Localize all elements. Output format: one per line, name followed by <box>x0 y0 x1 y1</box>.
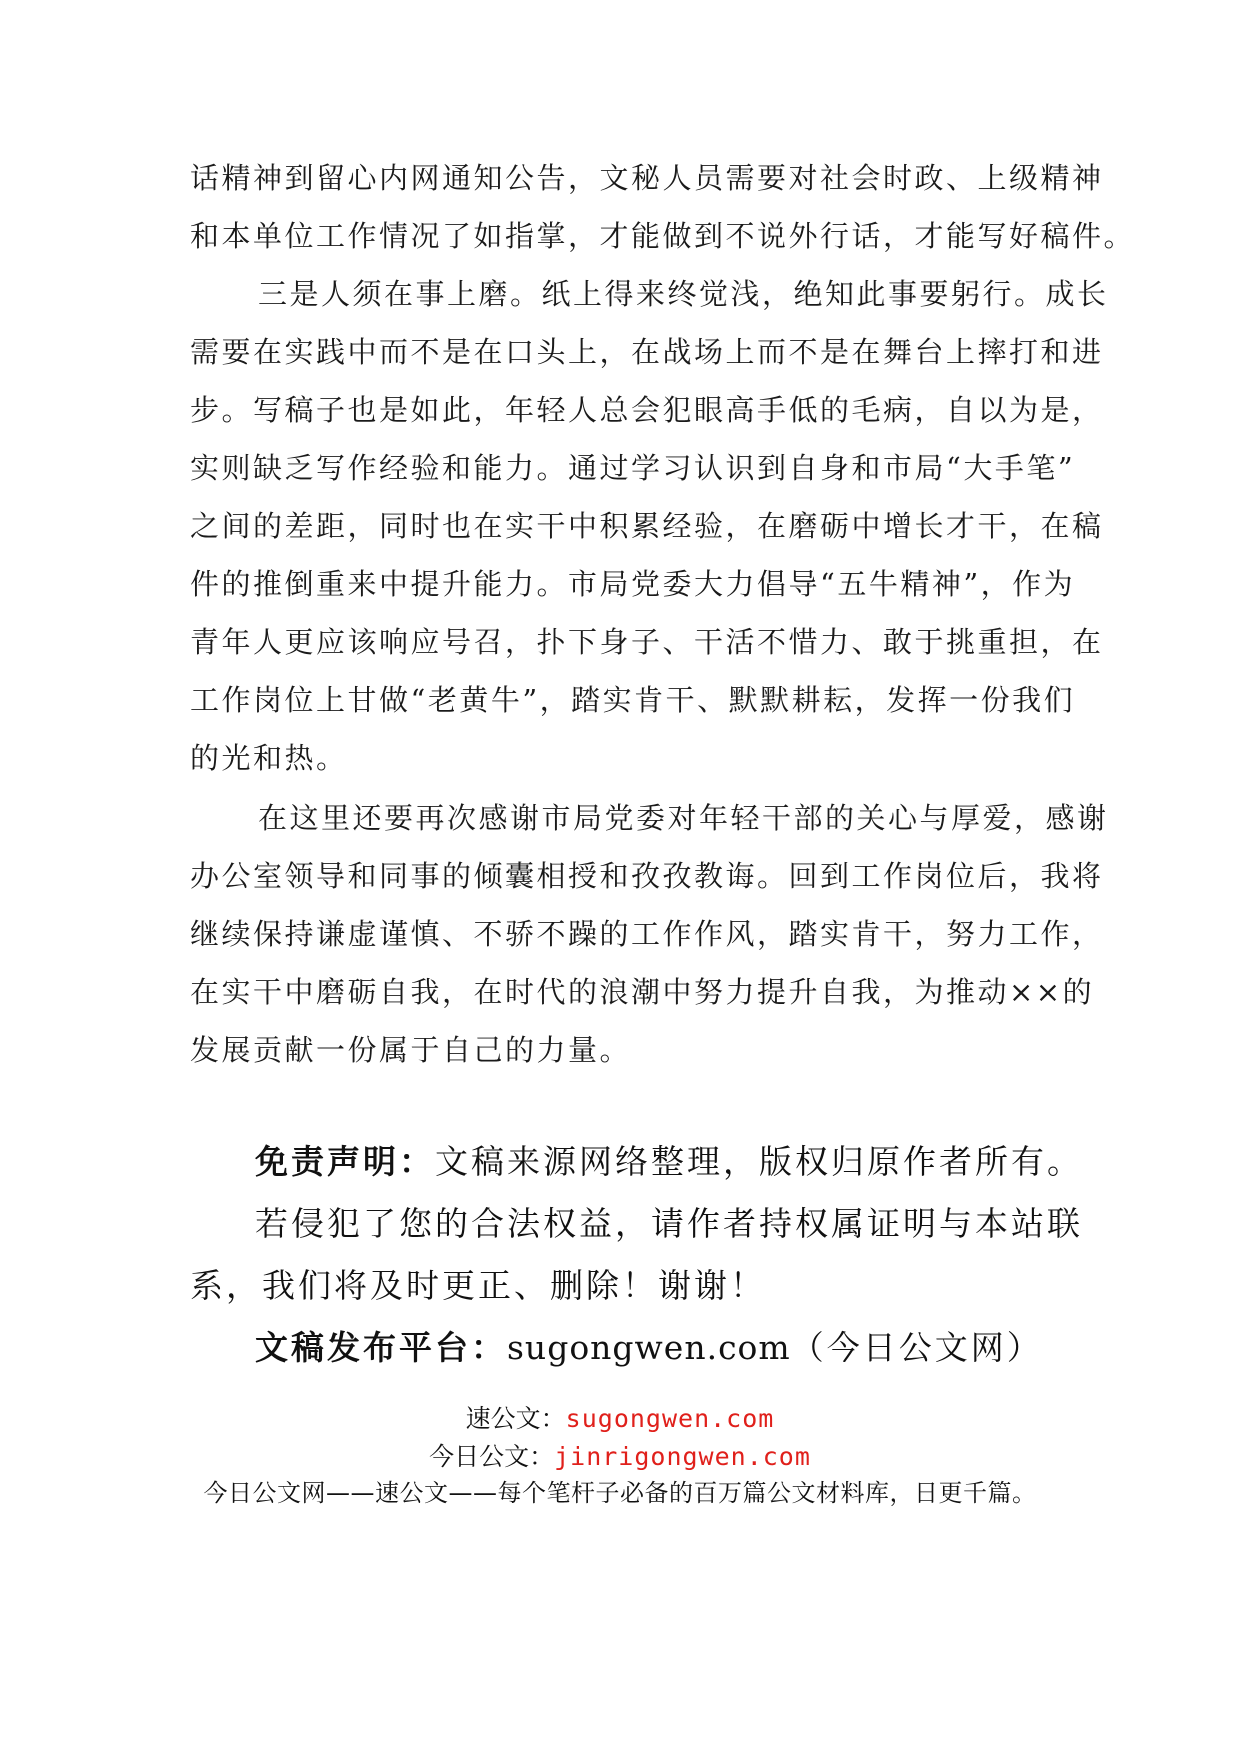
body-line: 实则缺乏写作经验和能力。通过学习认识到自身和市局“大手笔” <box>190 451 1076 485</box>
body-line: 青年人更应该响应号召，扑下身子、干活不惜力、敢于挑重担，在 <box>190 625 1104 659</box>
paragraph-start-line: 三是人须在事上磨。纸上得来终觉浅，绝知此事要躬行。成长 <box>258 277 1109 311</box>
disclaimer-line: 系，我们将及时更正、删除！谢谢！ <box>190 1266 766 1305</box>
platform-line <box>255 1324 1043 1372</box>
body-line: 之间的差距，同时也在实干中积累经验，在磨砺中增长才干，在稿 <box>190 509 1104 543</box>
footer-tagline: 今日公文网——速公文——每个笔杆子必备的百万篇公文材料库，日更千篇。 <box>203 1479 1037 1507</box>
body-line: 继续保持谦虚谨慎、不骄不躁的工作作风，踏实肯干，努力工作， <box>190 917 1104 951</box>
footer-link[interactable]: sugongwen.com <box>565 1404 775 1433</box>
body-line: 步。写稿子也是如此，年轻人总会犯眼高手低的毛病，自以为是， <box>190 393 1104 427</box>
body-line: 需要在实践中而不是在口头上，在战场上而不是在舞台上摔打和进 <box>190 335 1104 369</box>
body-line: 工作岗位上甘做“老黄牛”，踏实肯干、默默耕耘，发挥一份我们 <box>190 683 1076 717</box>
footer-label: 速公文： <box>465 1404 566 1433</box>
disclaimer-label: 免责声明： <box>255 1142 435 1181</box>
paragraph-start-line: 在这里还要再次感谢市局党委对年轻干部的关心与厚爱，感谢 <box>258 801 1109 835</box>
platform-name: （今日公文网） <box>790 1328 1043 1367</box>
body-line: 和本单位工作情况了如指掌，才能做到不说外行话，才能写好稿件。 <box>190 219 1136 253</box>
footer-sugongwen <box>0 1402 1240 1436</box>
footer-label: 今日公文： <box>429 1442 555 1471</box>
body-line: 在实干中磨砺自我，在时代的浪潮中努力提升自我，为推动××的 <box>190 975 1095 1009</box>
body-line: 发展贡献一份属于自己的力量。 <box>190 1033 632 1067</box>
footer-link[interactable]: jinrigongwen.com <box>554 1442 811 1471</box>
platform-url: sugongwen.com <box>507 1328 791 1367</box>
body-line: 件的推倒重来中提升能力。市局党委大力倡导“五牛精神”，作为 <box>190 567 1076 601</box>
disclaimer-line <box>255 1138 1083 1186</box>
disclaimer-text: 文稿来源网络整理，版权归原作者所有。 <box>435 1142 1083 1181</box>
disclaimer-line: 若侵犯了您的合法权益，请作者持权属证明与本站联 <box>255 1204 1083 1243</box>
footer-jinrigongwen <box>0 1440 1240 1474</box>
body-line: 的光和热。 <box>190 741 348 775</box>
body-line: 办公室领导和同事的倾囊相授和孜孜教诲。回到工作岗位后，我将 <box>190 859 1104 893</box>
platform-label: 文稿发布平台： <box>255 1328 507 1367</box>
body-line: 话精神到留心内网通知公告，文秘人员需要对社会时政、上级精神 <box>190 161 1104 195</box>
